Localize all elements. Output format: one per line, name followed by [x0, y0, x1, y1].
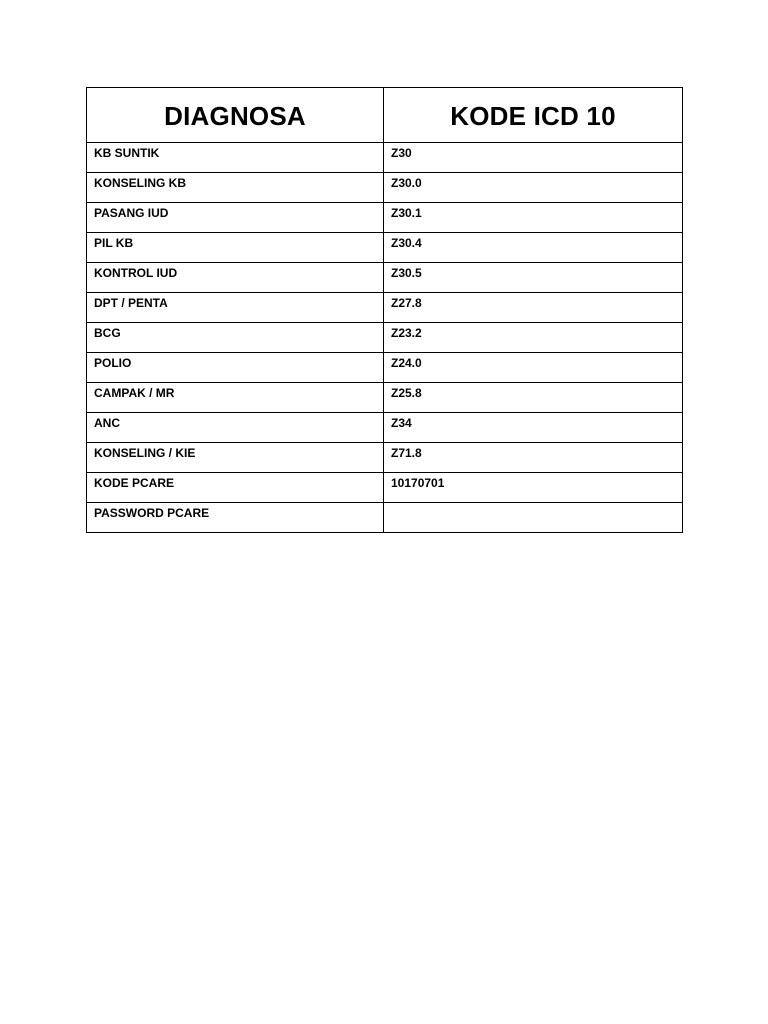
- diagnosa-cell: KONSELING KB: [87, 173, 384, 203]
- kode-cell: Z30.5: [384, 263, 683, 293]
- kode-cell: Z30.1: [384, 203, 683, 233]
- table-row: [87, 203, 683, 233]
- diagnosa-cell: KONTROL IUD: [87, 263, 384, 293]
- table-row: [87, 473, 683, 503]
- table-header-row: [87, 88, 683, 143]
- kode-cell: Z23.2: [384, 323, 683, 353]
- kode-cell: Z30: [384, 143, 683, 173]
- kode-cell: 10170701: [384, 473, 683, 503]
- diagnosa-cell: KONSELING / KIE: [87, 443, 384, 473]
- diagnosa-cell: BCG: [87, 323, 384, 353]
- table-row: [87, 143, 683, 173]
- table-row: [87, 233, 683, 263]
- icd-code-table: [86, 87, 683, 533]
- table-row: [87, 323, 683, 353]
- kode-cell: Z24.0: [384, 353, 683, 383]
- header-diagnosa: DIAGNOSA: [87, 88, 384, 143]
- kode-cell: Z25.8: [384, 383, 683, 413]
- diagnosa-cell: POLIO: [87, 353, 384, 383]
- diagnosa-cell: KB SUNTIK: [87, 143, 384, 173]
- table-row: [87, 263, 683, 293]
- diagnosa-cell: PIL KB: [87, 233, 384, 263]
- kode-cell: Z34: [384, 413, 683, 443]
- table-row: [87, 353, 683, 383]
- kode-cell: Z27.8: [384, 293, 683, 323]
- table-row: [87, 383, 683, 413]
- table-row: [87, 293, 683, 323]
- table-row: [87, 173, 683, 203]
- diagnosa-cell: PASSWORD PCARE: [87, 503, 384, 533]
- table-row: [87, 413, 683, 443]
- kode-cell: Z30.4: [384, 233, 683, 263]
- kode-cell: Z30.0: [384, 173, 683, 203]
- diagnosa-cell: ANC: [87, 413, 384, 443]
- table-row: [87, 443, 683, 473]
- diagnosa-cell: KODE PCARE: [87, 473, 384, 503]
- diagnosa-cell: PASANG IUD: [87, 203, 384, 233]
- kode-cell: [384, 503, 683, 533]
- table-row: [87, 503, 683, 533]
- diagnosa-cell: CAMPAK / MR: [87, 383, 384, 413]
- diagnosa-cell: DPT / PENTA: [87, 293, 384, 323]
- kode-cell: Z71.8: [384, 443, 683, 473]
- header-kode-icd: KODE ICD 10: [384, 88, 683, 143]
